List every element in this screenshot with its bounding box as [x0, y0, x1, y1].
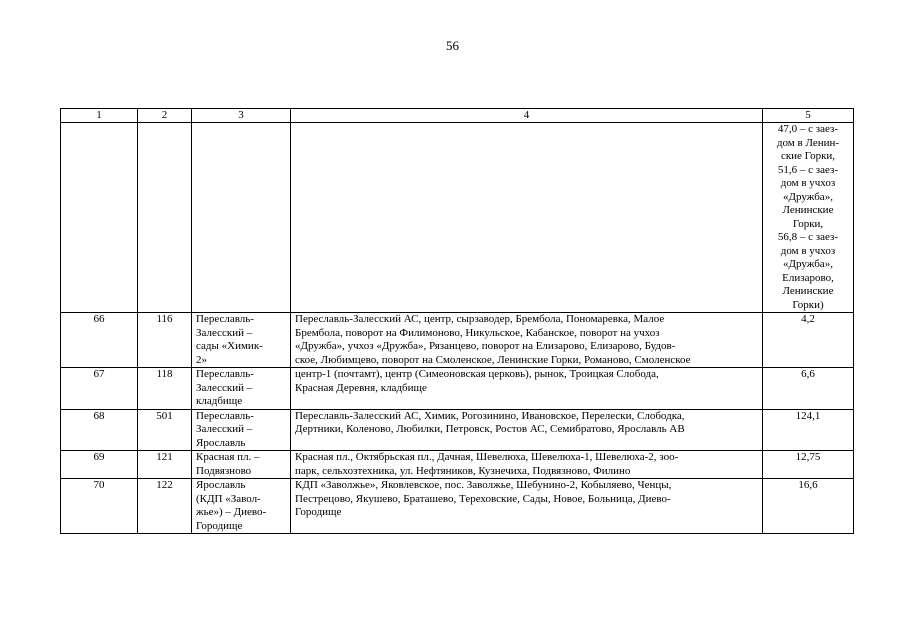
- cell-route: 501: [138, 409, 192, 451]
- cell-route: 118: [138, 368, 192, 410]
- column-header-1: 1: [61, 109, 138, 123]
- cell-route: [138, 123, 192, 313]
- table-row: [61, 368, 854, 410]
- cell-distance: 47,0 – с заез- дом в Ленин- ские Горки, 51,6 – с заез- дом в учхоз «Дружба», Ленинские Горки, 56,8 – с заез- дом в учхоз «Дружба», Елизарово, Ленинские Горки): [763, 123, 854, 313]
- cell-name: Переславль- Залесский – сады «Химик- 2»: [192, 313, 291, 368]
- column-header-3: 3: [192, 109, 291, 123]
- cell-stops: [291, 123, 763, 313]
- cell-num: 70: [61, 479, 138, 534]
- cell-num: 67: [61, 368, 138, 410]
- continuation-row: [61, 123, 854, 313]
- table-row: [61, 479, 854, 534]
- column-header-5: 5: [763, 109, 854, 123]
- route-table: [60, 108, 854, 534]
- cell-name: Ярославль (КДП «Завол- жье») – Диево- Городище: [192, 479, 291, 534]
- cell-distance: 4,2: [763, 313, 854, 368]
- cell-num: [61, 123, 138, 313]
- table-row: [61, 409, 854, 451]
- column-header-4: 4: [291, 109, 763, 123]
- cell-route: 121: [138, 451, 192, 479]
- cell-name: Переславль- Залесский – кладбище: [192, 368, 291, 410]
- cell-name: Переславль- Залесский – Ярославль: [192, 409, 291, 451]
- page-number: 56: [446, 38, 459, 53]
- cell-stops: КДП «Заволжье», Яковлевское, пос. Заволжье, Шебунино-2, Кобыляево, Ченцы, Пестрецово, Якушево, Браташево, Тереховские, Сады, Новое, Больница, Диево- Городище: [291, 479, 763, 534]
- cell-distance: 6,6: [763, 368, 854, 410]
- table-header-row: [61, 109, 854, 123]
- cell-num: 69: [61, 451, 138, 479]
- cell-stops: центр-1 (почтамт), центр (Симеоновская церковь), рынок, Троицкая Слобода, Красная Деревня, кладбище: [291, 368, 763, 410]
- cell-name: [192, 123, 291, 313]
- table-row: [61, 313, 854, 368]
- cell-distance: 124,1: [763, 409, 854, 451]
- cell-num: 68: [61, 409, 138, 451]
- cell-num: 66: [61, 313, 138, 368]
- cell-stops: Красная пл., Октябрьская пл., Дачная, Шевелюха, Шевелюха-1, Шевелюха-2, зоо- парк, сельхозтехника, ул. Нефтяников, Кузнечиха, Подвязново, Филино: [291, 451, 763, 479]
- column-header-2: 2: [138, 109, 192, 123]
- cell-stops: Переславль-Залесский АС, центр, сырзаводер, Брембола, Пономаревка, Малое Брембола, поворот на Филимоново, Никульское, Кабанское, поворот на учхоз «Дружба», учхоз «Дружба», Рязанцево, поворот на Елизарово, Елизарово, Будов- ское, Любимцево, поворот на Смоленское, Ленинские Горки, Романово, Смоленское: [291, 313, 763, 368]
- cell-route: 122: [138, 479, 192, 534]
- table-row: [61, 451, 854, 479]
- cell-stops: Переславль-Залесский АС, Химик, Рогозинино, Ивановское, Перелески, Слободка, Дертники, Коленово, Любилки, Петровск, Ростов АС, Семибратово, Ярославль АВ: [291, 409, 763, 451]
- cell-route: 116: [138, 313, 192, 368]
- cell-distance: 16,6: [763, 479, 854, 534]
- cell-name: Красная пл. – Подвязново: [192, 451, 291, 479]
- cell-distance: 12,75: [763, 451, 854, 479]
